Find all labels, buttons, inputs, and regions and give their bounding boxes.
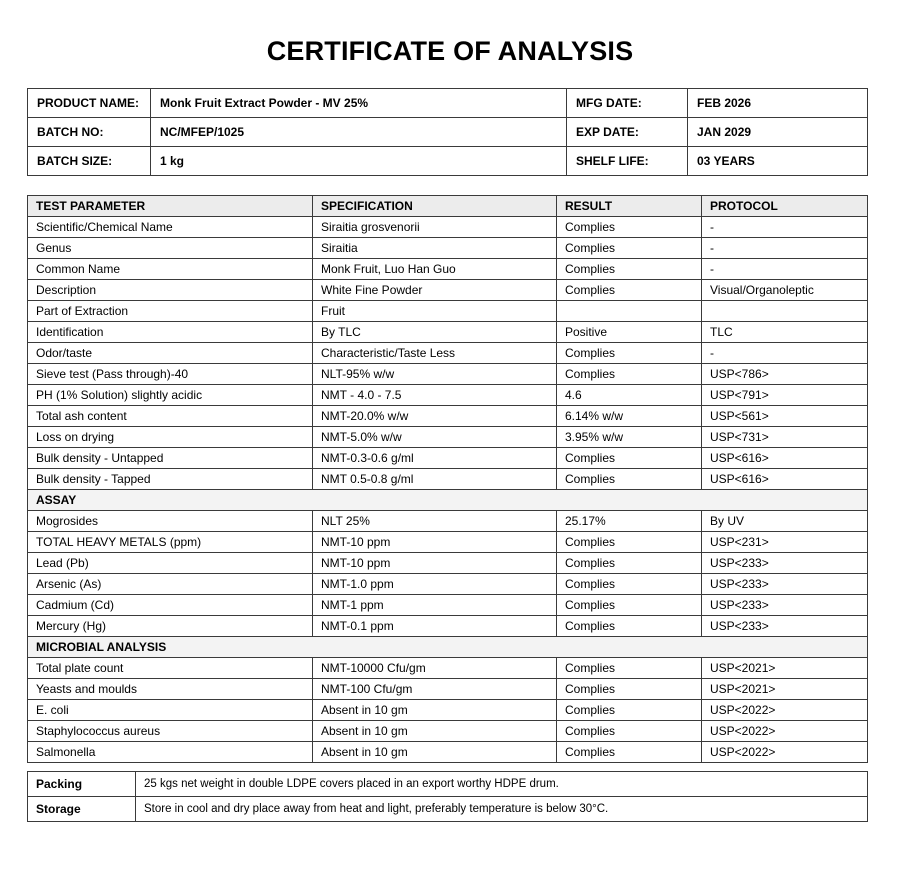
info-label: SHELF LIFE: [567,147,688,176]
test-result: 25.17% [557,511,702,532]
test-result: Complies [557,343,702,364]
test-specification: NMT-100 Cfu/gm [313,679,557,700]
test-protocol: USP<2022> [702,721,868,742]
test-specification: Characteristic/Taste Less [313,343,557,364]
info-label: BATCH SIZE: [28,147,151,176]
test-parameter: Identification [28,322,313,343]
test-result: Complies [557,469,702,490]
column-header: TEST PARAMETER [28,196,313,217]
test-protocol: USP<231> [702,532,868,553]
info-label: MFG DATE: [567,89,688,118]
test-specification: Absent in 10 gm [313,700,557,721]
info-value: JAN 2029 [688,118,868,147]
test-parameter: Odor/taste [28,343,313,364]
test-specification: Absent in 10 gm [313,742,557,763]
info-label: EXP DATE: [567,118,688,147]
test-protocol: USP<791> [702,385,868,406]
table-row [28,658,868,679]
table-row [28,616,868,637]
test-parameter: PH (1% Solution) slightly acidic [28,385,313,406]
packing-storage-table [27,771,868,822]
test-specification: NMT-10 ppm [313,532,557,553]
test-parameter: E. coli [28,700,313,721]
test-specification: NMT - 4.0 - 7.5 [313,385,557,406]
test-results-table [27,195,868,763]
test-specification: NLT-95% w/w [313,364,557,385]
test-protocol: USP<731> [702,427,868,448]
column-header: PROTOCOL [702,196,868,217]
test-specification: NMT-20.0% w/w [313,406,557,427]
test-protocol: - [702,343,868,364]
footer-row [28,772,868,797]
test-protocol: TLC [702,322,868,343]
table-row [28,532,868,553]
test-protocol: By UV [702,511,868,532]
info-value: NC/MFEP/1025 [151,118,567,147]
info-value: FEB 2026 [688,89,868,118]
test-result: Complies [557,532,702,553]
table-row [28,511,868,532]
table-row [28,721,868,742]
test-parameter: Cadmium (Cd) [28,595,313,616]
test-specification: NMT-5.0% w/w [313,427,557,448]
test-parameter: Genus [28,238,313,259]
table-row [28,259,868,280]
test-specification: NLT 25% [313,511,557,532]
footer-label: Storage [28,797,136,822]
table-row [28,448,868,469]
test-result: Complies [557,238,702,259]
test-protocol: USP<233> [702,616,868,637]
table-row [28,364,868,385]
test-result: Complies [557,742,702,763]
test-protocol: - [702,259,868,280]
test-specification: Siraitia grosvenorii [313,217,557,238]
table-row [28,700,868,721]
test-specification: Absent in 10 gm [313,721,557,742]
test-result: Complies [557,574,702,595]
test-specification: NMT-1 ppm [313,595,557,616]
document-title: CERTIFICATE OF ANALYSIS [266,36,634,66]
table-row [28,595,868,616]
info-value: 03 YEARS [688,147,868,176]
table-row [28,679,868,700]
column-header: SPECIFICATION [313,196,557,217]
section-row [28,490,868,511]
test-result: Complies [557,280,702,301]
info-value: 1 kg [151,147,567,176]
test-parameter: Yeasts and moulds [28,679,313,700]
test-parameter: Arsenic (As) [28,574,313,595]
test-result [557,301,702,322]
info-label: PRODUCT NAME: [28,89,151,118]
test-result: Complies [557,679,702,700]
test-specification: Monk Fruit, Luo Han Guo [313,259,557,280]
table-row [28,742,868,763]
test-specification: NMT-10 ppm [313,553,557,574]
section-heading: ASSAY [28,490,868,511]
test-specification: NMT-10000 Cfu/gm [313,658,557,679]
info-row [28,147,868,176]
test-protocol [702,301,868,322]
table-row [28,322,868,343]
test-parameter: Total ash content [28,406,313,427]
product-info-table [27,88,868,176]
test-specification: White Fine Powder [313,280,557,301]
test-protocol: USP<2022> [702,742,868,763]
test-parameter: Sieve test (Pass through)-40 [28,364,313,385]
info-row [28,118,868,147]
table-row [28,469,868,490]
test-specification: NMT-0.1 ppm [313,616,557,637]
footer-value: 25 kgs net weight in double LDPE covers placed in an export worthy HDPE drum. [136,772,868,797]
footer-value: Store in cool and dry place away from heat and light, preferably temperature is below 30°C. [136,797,868,822]
test-parameter: Mercury (Hg) [28,616,313,637]
test-specification: NMT-0.3-0.6 g/ml [313,448,557,469]
test-protocol: Visual/Organoleptic [702,280,868,301]
table-row [28,238,868,259]
test-protocol: USP<2022> [702,700,868,721]
test-parameter: Staphylococcus aureus [28,721,313,742]
info-row [28,89,868,118]
test-protocol: USP<2021> [702,679,868,700]
table-row [28,385,868,406]
test-result: 3.95% w/w [557,427,702,448]
test-specification: Siraitia [313,238,557,259]
test-protocol: USP<233> [702,595,868,616]
test-result: 4.6 [557,385,702,406]
test-protocol: USP<616> [702,469,868,490]
test-result: Complies [557,553,702,574]
table-row [28,280,868,301]
test-protocol: USP<2021> [702,658,868,679]
table-row [28,553,868,574]
table-row [28,301,868,322]
test-parameter: Description [28,280,313,301]
test-protocol: USP<233> [702,574,868,595]
test-parameter: Bulk density - Untapped [28,448,313,469]
test-parameter: TOTAL HEAVY METALS (ppm) [28,532,313,553]
test-protocol: - [702,217,868,238]
info-value: Monk Fruit Extract Powder - MV 25% [151,89,567,118]
test-parameter: Scientific/Chemical Name [28,217,313,238]
table-row [28,343,868,364]
test-specification: By TLC [313,322,557,343]
test-result: 6.14% w/w [557,406,702,427]
test-result: Complies [557,721,702,742]
test-protocol: - [702,238,868,259]
section-heading: MICROBIAL ANALYSIS [28,637,868,658]
test-result: Complies [557,259,702,280]
test-protocol: USP<233> [702,553,868,574]
test-parameter: Lead (Pb) [28,553,313,574]
test-specification: NMT 0.5-0.8 g/ml [313,469,557,490]
table-row [28,427,868,448]
test-parameter: Loss on drying [28,427,313,448]
table-row [28,406,868,427]
section-row [28,637,868,658]
test-protocol: USP<616> [702,448,868,469]
test-parameter: Mogrosides [28,511,313,532]
table-row [28,574,868,595]
table-header-row [28,196,868,217]
table-row [28,217,868,238]
test-protocol: USP<786> [702,364,868,385]
test-result: Complies [557,658,702,679]
test-parameter: Total plate count [28,658,313,679]
footer-label: Packing [28,772,136,797]
test-parameter: Salmonella [28,742,313,763]
test-result: Positive [557,322,702,343]
test-parameter: Bulk density - Tapped [28,469,313,490]
info-label: BATCH NO: [28,118,151,147]
test-result: Complies [557,448,702,469]
column-header: RESULT [557,196,702,217]
test-result: Complies [557,700,702,721]
test-protocol: USP<561> [702,406,868,427]
test-result: Complies [557,364,702,385]
test-result: Complies [557,616,702,637]
test-result: Complies [557,595,702,616]
test-specification: Fruit [313,301,557,322]
test-parameter: Part of Extraction [28,301,313,322]
test-specification: NMT-1.0 ppm [313,574,557,595]
test-parameter: Common Name [28,259,313,280]
footer-row [28,797,868,822]
test-result: Complies [557,217,702,238]
